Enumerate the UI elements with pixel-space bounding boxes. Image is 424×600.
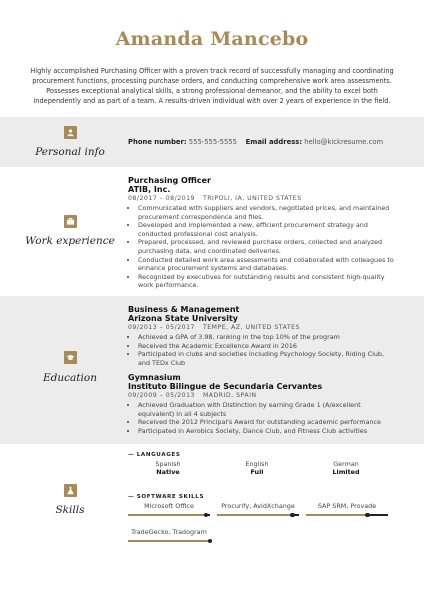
list-item: • Achieved Graduation with Distinction by earning Grade 1 (A/excellent equivalent) in all 4 subjects — [138, 401, 396, 418]
software-skill — [128, 502, 210, 516]
list-item: • Recognized by executives for outstanding results and consistent high-quality work performance. — [138, 273, 396, 290]
education-title: Education — [43, 372, 97, 384]
language-name: German — [333, 460, 359, 468]
software-name: Microsoft Office — [144, 502, 194, 510]
job-location: TRIPOLI, IA, UNITED STATES — [202, 195, 302, 202]
language-item — [217, 460, 297, 476]
skill-level-bar — [306, 514, 388, 516]
language-level: Limited — [332, 468, 360, 476]
flask-icon — [64, 484, 77, 497]
edu-location: MADRID, SPAIN — [202, 392, 257, 399]
languages-heading: — LANGUAGES — [128, 452, 181, 458]
edu-meta — [128, 324, 396, 332]
education-entry — [128, 305, 396, 367]
software-skill — [128, 528, 210, 542]
language-level: Native — [156, 468, 180, 476]
software-name: TradeGecko, Tradogram — [131, 528, 207, 536]
education-entry — [128, 373, 396, 435]
language-item — [306, 460, 386, 476]
software-name: SAP SRM, Provade — [317, 502, 377, 510]
phone-value: 555-555-5555 — [188, 138, 237, 146]
edu-bullets — [128, 333, 396, 367]
contact-line — [128, 138, 383, 146]
edu-bullets — [128, 401, 396, 435]
list-item: • Received the Academic Excellence Award in 2016 — [138, 342, 396, 351]
phone-label: Phone number: — [128, 138, 187, 146]
software-skill — [306, 502, 388, 516]
edu-location: TEMPE, AZ, UNITED STATES — [202, 324, 300, 331]
list-item: • Participated in clubs and societies including Psychology Society, Riding Club, and TEDx Club — [138, 350, 396, 367]
list-item: • Achieved a GPA of 3.98, ranking in the top 10% of the program — [138, 333, 396, 342]
software-skill — [217, 502, 299, 516]
skill-level-bar — [217, 514, 299, 516]
software-name: Procurify, AvidXchange — [221, 502, 295, 510]
language-name: English — [245, 460, 269, 468]
edu-dates: 09/2013 – 05/2017 — [128, 324, 195, 331]
candidate-name: Amanda Mancebo — [115, 28, 309, 50]
list-item: • Participated in Aerobics Society, Dance Club, and Fitness Club activities — [138, 427, 396, 436]
language-name: Spanish — [155, 460, 181, 468]
briefcase-icon — [64, 215, 77, 228]
language-item — [128, 460, 208, 476]
work-experience-title: Work experience — [25, 235, 115, 247]
job-bullets — [128, 204, 396, 290]
job-entry — [128, 176, 396, 290]
skills-title: Skills — [55, 504, 85, 516]
language-level: Full — [250, 468, 264, 476]
school: Instituto Bilingue de Secundaria Cervantes — [128, 382, 323, 391]
list-item: • Developed and implemented a new, efficient procurement strategy and conducted professional cost analysis. — [138, 221, 396, 238]
job-dates: 08/2017 – 08/2019 — [128, 195, 195, 202]
list-item: • Prepared, processed, and reviewed purchase orders, collected and analyzed purchasing data, and coordinated deliveries. — [138, 238, 396, 255]
skill-level-bar — [128, 514, 210, 516]
school: Arizona State University — [128, 314, 238, 323]
profile-summary: Highly accomplished Purchasing Officer with a proven track record of successfully managing and coordinating procurement functions, processing purchase orders, and conducting comprehensive work area assessments. Possesses exceptional analytical skills, a strong professional demeanor, and the ability to excel both independently and as part of a team. A results-driven individual with over 2 years of experience in the field. — [30, 67, 394, 105]
list-item: • Communicated with suppliers and vendors, negotiated prices, and maintained procurement correspondence and files. — [138, 204, 396, 221]
job-position: Purchasing Officer — [128, 176, 211, 185]
degree: Business & Management — [128, 305, 240, 314]
email-label: Email address: — [245, 138, 303, 146]
edu-meta — [128, 392, 396, 400]
job-meta — [128, 195, 396, 203]
edu-dates: 09/2009 – 05/2013 — [128, 392, 195, 399]
skill-level-bar — [128, 540, 210, 542]
software-heading: — SOFTWARE SKILLS — [128, 494, 205, 500]
job-company: ATIB, Inc. — [128, 185, 171, 194]
personal-info-title: Personal info — [35, 146, 105, 158]
person-icon — [64, 126, 77, 139]
degree: Gymnasium — [128, 373, 181, 382]
list-item: • Received the 2012 Principal's Award for outstanding academic performance — [138, 418, 396, 427]
list-item: • Conducted detailed work area assessments and collaborated with colleagues to enhance procurement systems and databases. — [138, 256, 396, 273]
graduation-cap-icon — [64, 351, 77, 364]
email-value: hello@kickresume.com — [304, 138, 384, 146]
